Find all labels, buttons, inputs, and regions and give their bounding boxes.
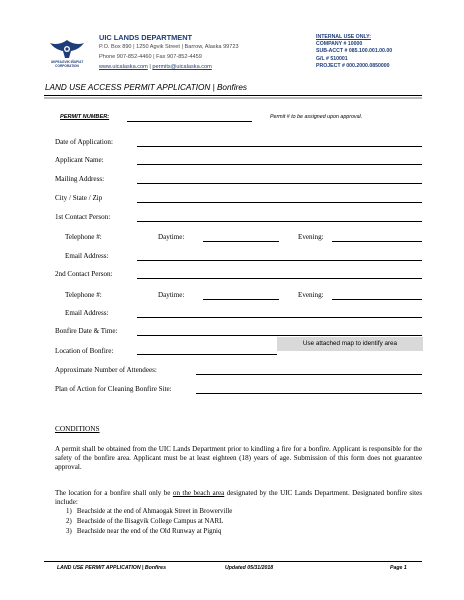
contact-links [99, 64, 212, 70]
bonfire-date-field[interactable] [137, 335, 422, 336]
link-separator: | [147, 64, 153, 70]
internal-title: INTERNAL USE ONLY: [316, 34, 371, 40]
phone-line: Phone 907-852-4460 | Fax 907-852-4459 [99, 54, 202, 60]
daytime2-field[interactable] [203, 299, 279, 300]
email1-field[interactable] [137, 260, 422, 261]
daytime1-field[interactable] [203, 241, 279, 242]
conditions-heading: CONDITIONS [55, 424, 100, 433]
bonfire-date-label: Bonfire Date & Time: [55, 327, 118, 335]
evening2-label: Evening: [298, 291, 324, 299]
date-field[interactable] [137, 146, 422, 147]
permit-number-label: PERMIT NUMBER: [60, 114, 110, 120]
footer-page-number: Page 1 [390, 565, 407, 571]
telephone1-label: Telephone #: [65, 233, 102, 241]
city-label: City / State / Zip [55, 194, 103, 202]
location-label: Location of Bonfire: [55, 347, 114, 355]
applicant-label: Applicant Name: [55, 156, 104, 164]
evening2-field[interactable] [332, 299, 422, 300]
plan-label: Plan of Action for Cleaning Bonfire Site: [55, 385, 172, 393]
website-link[interactable]: www.uicalaska.com [99, 64, 148, 70]
beach-area-emphasis: on the beach area [172, 489, 225, 497]
logo-text: UKPEAGVIK IÑUPIAT CORPORATION [50, 60, 84, 68]
permit-number-note: Permit # to be assigned upon approval. [270, 114, 363, 120]
conditions-paragraph-2: The location for a bonfire shall only be on the beach area designated by the UIC Lands Department. Designated bonfire sites include: [55, 489, 423, 506]
city-field[interactable] [137, 202, 422, 203]
sub-account-number: SUB-ACCT # 085.100.001.00.00 [316, 48, 393, 55]
email1-label: Email Address: [65, 252, 109, 260]
contact2-label: 2nd Contact Person: [55, 270, 113, 278]
evening1-field[interactable] [332, 241, 422, 242]
telephone2-label: Telephone #: [65, 291, 102, 299]
title-shadow-rule [44, 97, 422, 99]
eagle-logo-icon [46, 36, 88, 74]
footer-updated: Updated 05/31/2018 [225, 565, 274, 571]
list-item: 2) Beachside of the Ilisagvik College Campus at NARL [66, 518, 224, 525]
email2-field[interactable] [137, 317, 422, 318]
attendees-label: Approximate Number of Attendees: [55, 366, 157, 374]
daytime2-label: Daytime: [158, 291, 185, 299]
daytime1-label: Daytime: [158, 233, 185, 241]
location-field[interactable] [137, 354, 277, 355]
page-title: LAND USE ACCESS PERMIT APPLICATION | Bonfires [45, 83, 248, 92]
email2-label: Email Address: [65, 309, 109, 317]
applicant-field[interactable] [137, 164, 422, 165]
contact2-field[interactable] [137, 278, 422, 279]
permit-number-field[interactable] [127, 121, 252, 122]
mailing-label: Mailing Address: [55, 175, 105, 183]
plan-field[interactable] [196, 393, 422, 394]
project-number: PROJECT # 000.2000.0850000 [316, 62, 390, 69]
map-note-box: Use attached map to identify area [277, 337, 423, 351]
list-item: 1) Beachside at the end of Ahmaogak Street in Browerville [66, 508, 233, 515]
list-item: 3) Beachside near the end of the Old Runway at Pigniq [66, 528, 222, 535]
department-name: UIC LANDS DEPARTMENT [99, 33, 193, 42]
conditions-paragraph-1: A permit shall be obtained from the UIC Lands Department prior to kindling a fire for a bonfire. Applicant is responsible for the safety of the bonfire area. Applicant must be at least eighteen (18) years of age. Submission of this form does not guarantee approval. [55, 445, 422, 471]
attendees-field[interactable] [196, 374, 422, 375]
contact1-label: 1st Contact Person: [55, 213, 111, 221]
contact1-field[interactable] [137, 221, 422, 222]
address-line: P.O. Box 890 | 1250 Agvik Street | Barrow, Alaska 99723 [99, 44, 239, 50]
footer-left: LAND USE PERMIT APPLICATION | Bonfires [57, 565, 166, 571]
uic-logo [46, 36, 88, 74]
gl-number: G/L # 510001 [316, 55, 348, 62]
footer-rule [44, 561, 422, 562]
internal-use-block [316, 34, 392, 70]
date-label: Date of Application: [55, 138, 113, 146]
company-number: COMPANY # 10000 [316, 41, 363, 48]
email-link[interactable]: permits@uicalaska.com [152, 64, 212, 70]
evening1-label: Evening: [298, 233, 324, 241]
mailing-field[interactable] [137, 183, 422, 184]
